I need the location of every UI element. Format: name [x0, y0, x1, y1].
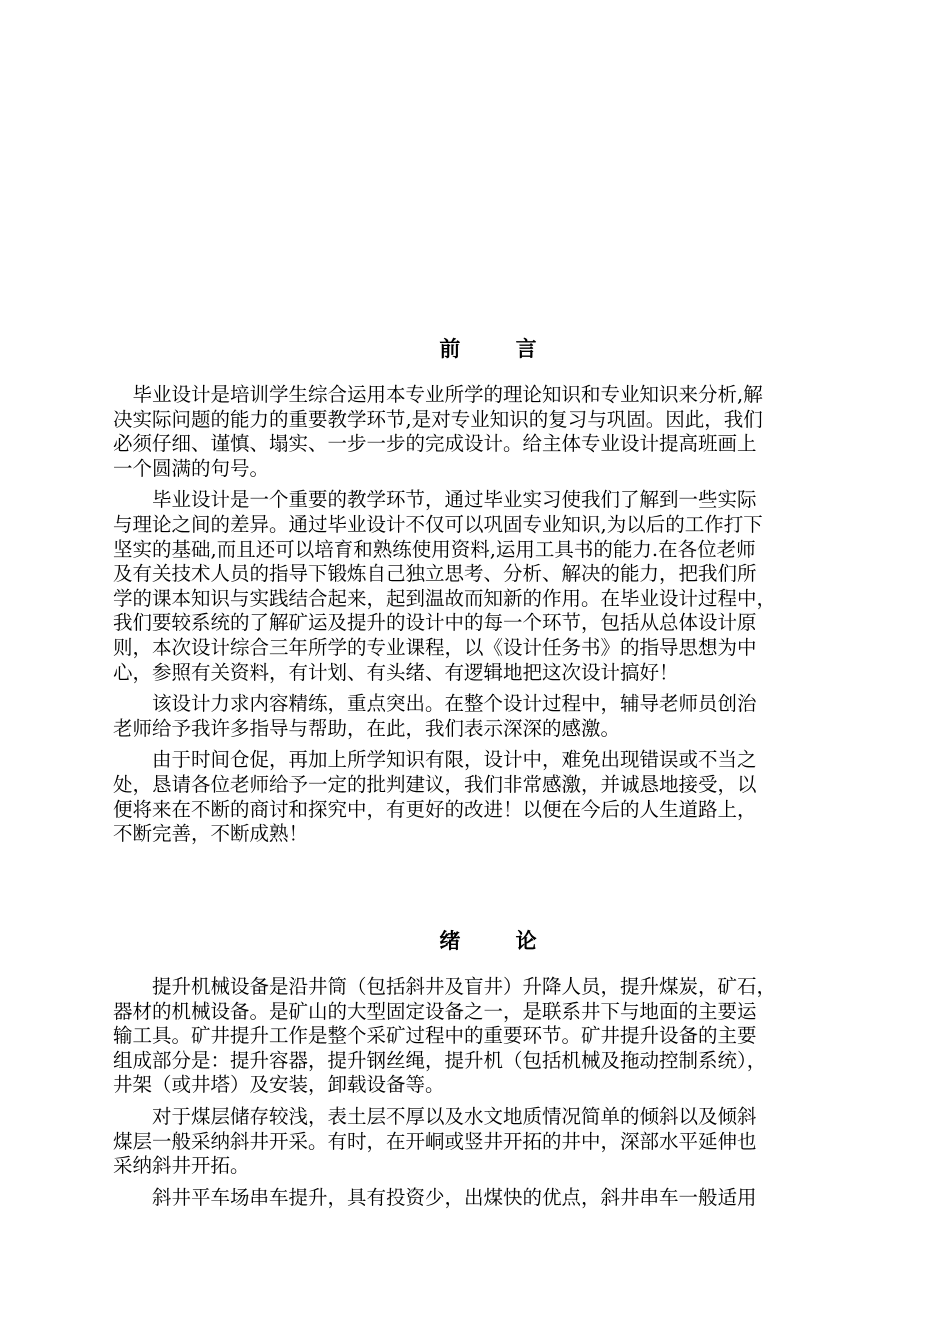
text-line: 采纳斜井开拓。 — [113, 1154, 250, 1178]
preface-paragraph — [113, 748, 863, 846]
text-line: 与理论之间的差异。通过毕业设计不仅可以巩固专业知识,为以后的工作打下 — [113, 512, 763, 536]
preface-title: 前 言 — [439, 336, 561, 361]
text-line: 学的课本知识与实践结合起来，起到温故而知新的作用。在毕业设计过程中， — [113, 586, 777, 610]
text-line: 该设计力求内容精练，重点突出。在整个设计过程中，辅导老师员创治 — [113, 692, 757, 716]
text-line: 输工具。矿井提升工作是整个采矿过程中的重要环节。矿井提升设备的主要 — [113, 1024, 757, 1048]
text-line: 不断完善，不断成熟！ — [113, 822, 309, 846]
introduction-paragraph — [113, 1105, 863, 1179]
introduction-paragraph — [113, 1186, 863, 1211]
text-line: 便将来在不断的商讨和探究中，有更好的改进！以便在今后的人生道路上， — [113, 797, 757, 821]
text-line: 我们要较系统的了解矿运及提升的设计中的每一个环节，包括从总体设计原 — [113, 611, 757, 635]
introduction-title: 绪 论 — [439, 928, 561, 953]
text-line: 心，参照有关资料，有计划、有头绪、有逻辑地把这次设计搞好！ — [113, 660, 679, 684]
text-line: 老师给予我许多指导与帮助，在此，我们表示深深的感激。 — [113, 716, 621, 740]
text-line: 井架（或井塔）及安装，卸载设备等。 — [113, 1073, 445, 1097]
text-line: 毕业设计是一个重要的教学环节，通过毕业实习使我们了解到一些实际 — [113, 488, 757, 512]
text-line: 及有关技术人员的指导下锻炼自己独立思考、分析、解决的能力，把我们所 — [113, 562, 757, 586]
text-line: 斜井平车场串车提升，具有投资少，出煤快的优点，斜井串车一般适用 — [113, 1185, 757, 1209]
text-line: 对于煤层储存较浅，表土层不厚以及水文地质情况简单的倾斜以及倾斜 — [113, 1104, 757, 1128]
preface-paragraph — [113, 692, 863, 741]
preface-section — [113, 334, 863, 854]
text-line: 必须仔细、谨慎、塌实、一步一步的完成设计。给主体专业设计提高班画上 — [113, 432, 757, 456]
text-line: 煤层一般采纳斜井开采。有时，在开峒或竖井开拓的井中，深部水平延伸也 — [113, 1129, 757, 1153]
text-line: 则，本次设计综合三年所学的专业课程，以《设计任务书》的指导思想为中 — [113, 635, 757, 659]
introduction-paragraph — [113, 975, 863, 1098]
text-line: 决实际问题的能力的重要教学环节,是对专业知识的复习与巩固。因此，我们 — [113, 407, 763, 431]
preface-paragraph — [113, 488, 863, 685]
text-line: 由于时间仓促，再加上所学知识有限，设计中，难免出现错误或不当之 — [113, 748, 757, 772]
text-line: 处，恳请各位老师给予一定的批判建议，我们非常感激，并诚恳地接受，以 — [113, 772, 757, 796]
text-line: 组成部分是：提升容器，提升钢丝绳，提升机（包括机械及拖动控制系统）， — [113, 1048, 767, 1072]
text-line: 器材的机械设备。是矿山的大型固定设备之一，是联系井下与地面的主要运 — [113, 999, 757, 1023]
text-line: 提升机械设备是沿井筒（包括斜井及盲井）升降人员，提升煤炭，矿石， — [113, 975, 777, 998]
preface-paragraph — [113, 383, 863, 481]
text-line: 坚实的基础,而且还可以培育和熟练使用资料,运用工具书的能力.在各位老师 — [113, 537, 756, 561]
text-line: 毕业设计是培训学生综合运用本专业所学的理论知识和专业知识来分析,解 — [113, 383, 763, 406]
introduction-section — [113, 926, 863, 1217]
text-line: 一个圆满的句号。 — [113, 456, 270, 480]
